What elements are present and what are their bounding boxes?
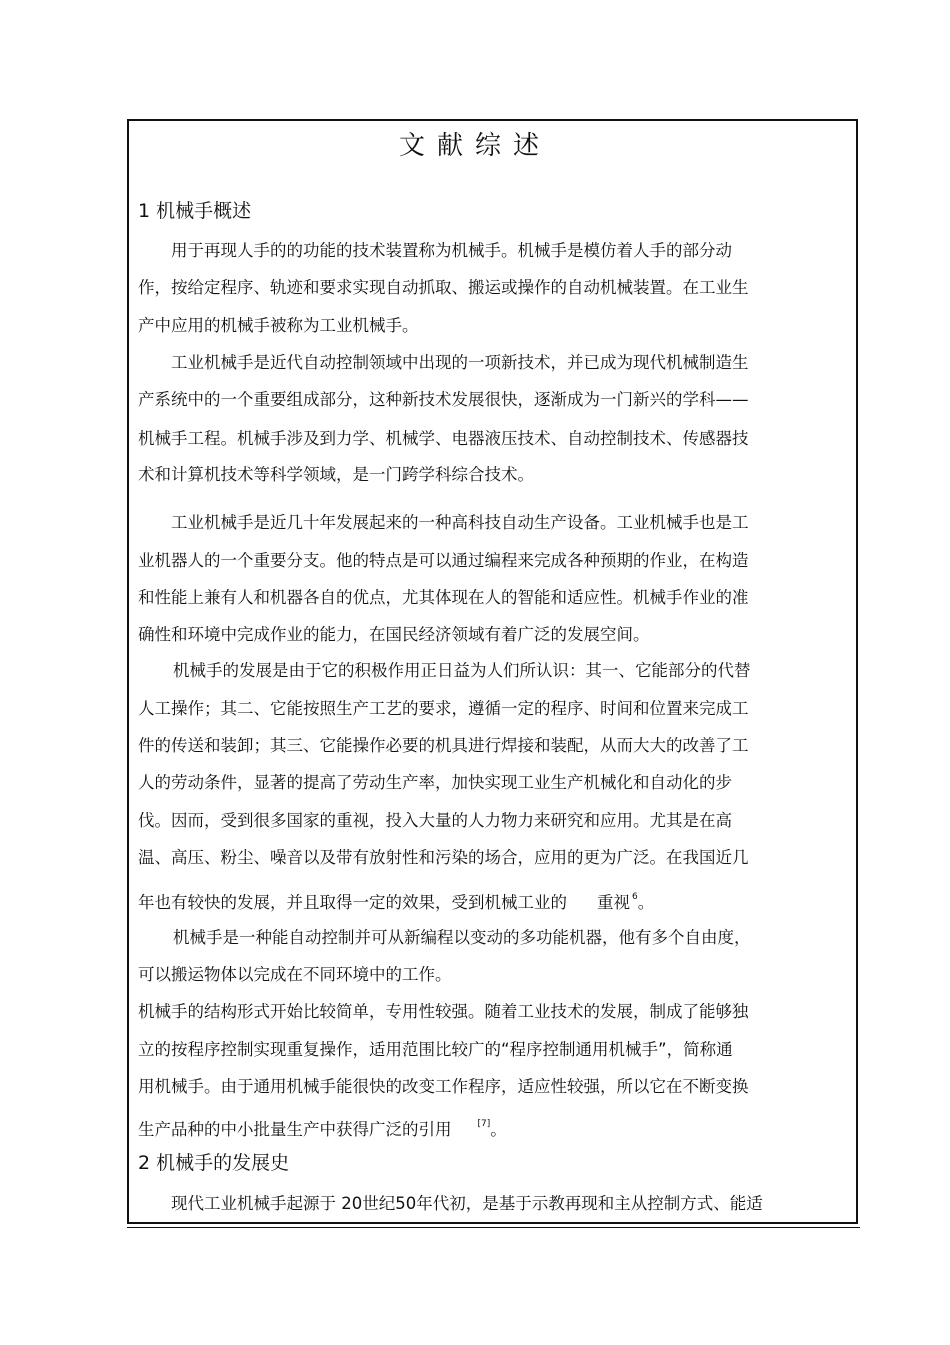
line-text: 生产品种的中小批量生产中获得广泛的引用 [138,1120,452,1139]
paragraph-line: 机械手的发展是由于它的积极作用正日益为人们所认识：其一、它能部分的代替 [173,661,751,680]
paragraph-line-with-citation [138,886,654,914]
section-1-heading: 1 机械手概述 [138,200,252,222]
paragraph-line: 立的按程序控制实现重复操作，适用范围比较广的“程序控制通用机械手”，简称通 [138,1040,733,1059]
paragraph-line: 人的劳动条件，显著的提高了劳动生产率，加快实现工业生产机械化和自动化的步 [138,773,732,792]
paragraph-line: 确性和环境中完成作业的能力，在国民经济领域有着广泛的发展空间。 [138,625,650,644]
paragraph-line: 现代工业机械手起源于 20世纪50年代初，是基于示教再现和主从控制方式、能适 [171,1194,763,1213]
paragraph-line: 业机器人的一个重要分支。他的特点是可以通过编程来完成各种预期的作业，在构造 [138,551,749,570]
line-text: 。 [637,893,655,912]
paragraph-line: 温、高压、粉尘、噪音以及带有放射性和污染的场合，应用的更为广泛。在我国近几 [138,848,749,867]
border-underline [127,1227,860,1228]
citation-ref: [7] [477,1119,491,1129]
paragraph-line-with-citation [138,1113,507,1141]
paragraph-line: 术和计算机技术等科学领域，是一门跨学科综合技术。 [138,465,534,484]
section-2-heading: 2 机械手的发展史 [138,1152,290,1174]
paragraph-line: 产中应用的机械手被称为工业机械手。 [138,316,419,335]
line-text: 年也有较快的发展，并且取得一定的效果，受到机械工业的 [138,893,567,912]
citation-ref: 6 [632,892,638,902]
paragraph-line: 可以搬运物体以完成在不同环境中的工作。 [138,965,452,984]
line-text: 。 [490,1120,507,1139]
paragraph-line: 产系统中的一个重要组成部分，这种新技术发展很快，逐渐成为一门新兴的学科—— [138,390,749,409]
paragraph-line: 工业机械手是近几十年发展起来的一种高科技自动生产设备。工业机械手也是工 [171,513,749,532]
document-title: 文献综述 [398,131,551,161]
paragraph-line: 机械手是一种能自动控制并可从新编程以变动的多功能机器，他有多个自由度， [173,928,751,947]
paragraph-line: 作，按给定程序、轨迹和要求实现自动抓取、搬运或操作的自动机械装置。在工业生 [138,278,749,297]
paragraph-line: 件的传送和装卸；其三、它能操作必要的机具进行焊接和装配，从而大大的改善了工 [138,736,749,755]
paragraph-line: 机械手的结构形式开始比较简单，专用性较强。随着工业技术的发展，制成了能够独 [138,1002,749,1021]
paragraph-line: 伐。因而，受到很多国家的重视，投入大量的人力物力来研究和应用。尤其是在高 [138,811,732,830]
paragraph-line: 用机械手。由于通用机械手能很快的改变工作程序，适应性较强，所以它在不断变换 [138,1077,749,1096]
paragraph-line: 机械手工程。机械手涉及到力学、机械学、电器液压技术、自动控制技术、传感器技 [138,429,749,448]
paragraph-line: 和性能上兼有人和机器各自的优点，尤其体现在人的智能和适应性。机械手作业的准 [138,588,749,607]
paragraph-line: 工业机械手是近代自动控制领域中出现的一项新技术，并已成为现代机械制造生 [171,353,749,372]
paragraph-line: 人工操作；其二、它能按照生产工艺的要求，遵循一定的程序、时间和位置来完成工 [138,699,749,718]
paragraph-line: 用于再现人手的的功能的技术装置称为机械手。机械手是模仿着人手的部分动 [171,241,732,260]
line-text: 重视 [597,893,630,912]
